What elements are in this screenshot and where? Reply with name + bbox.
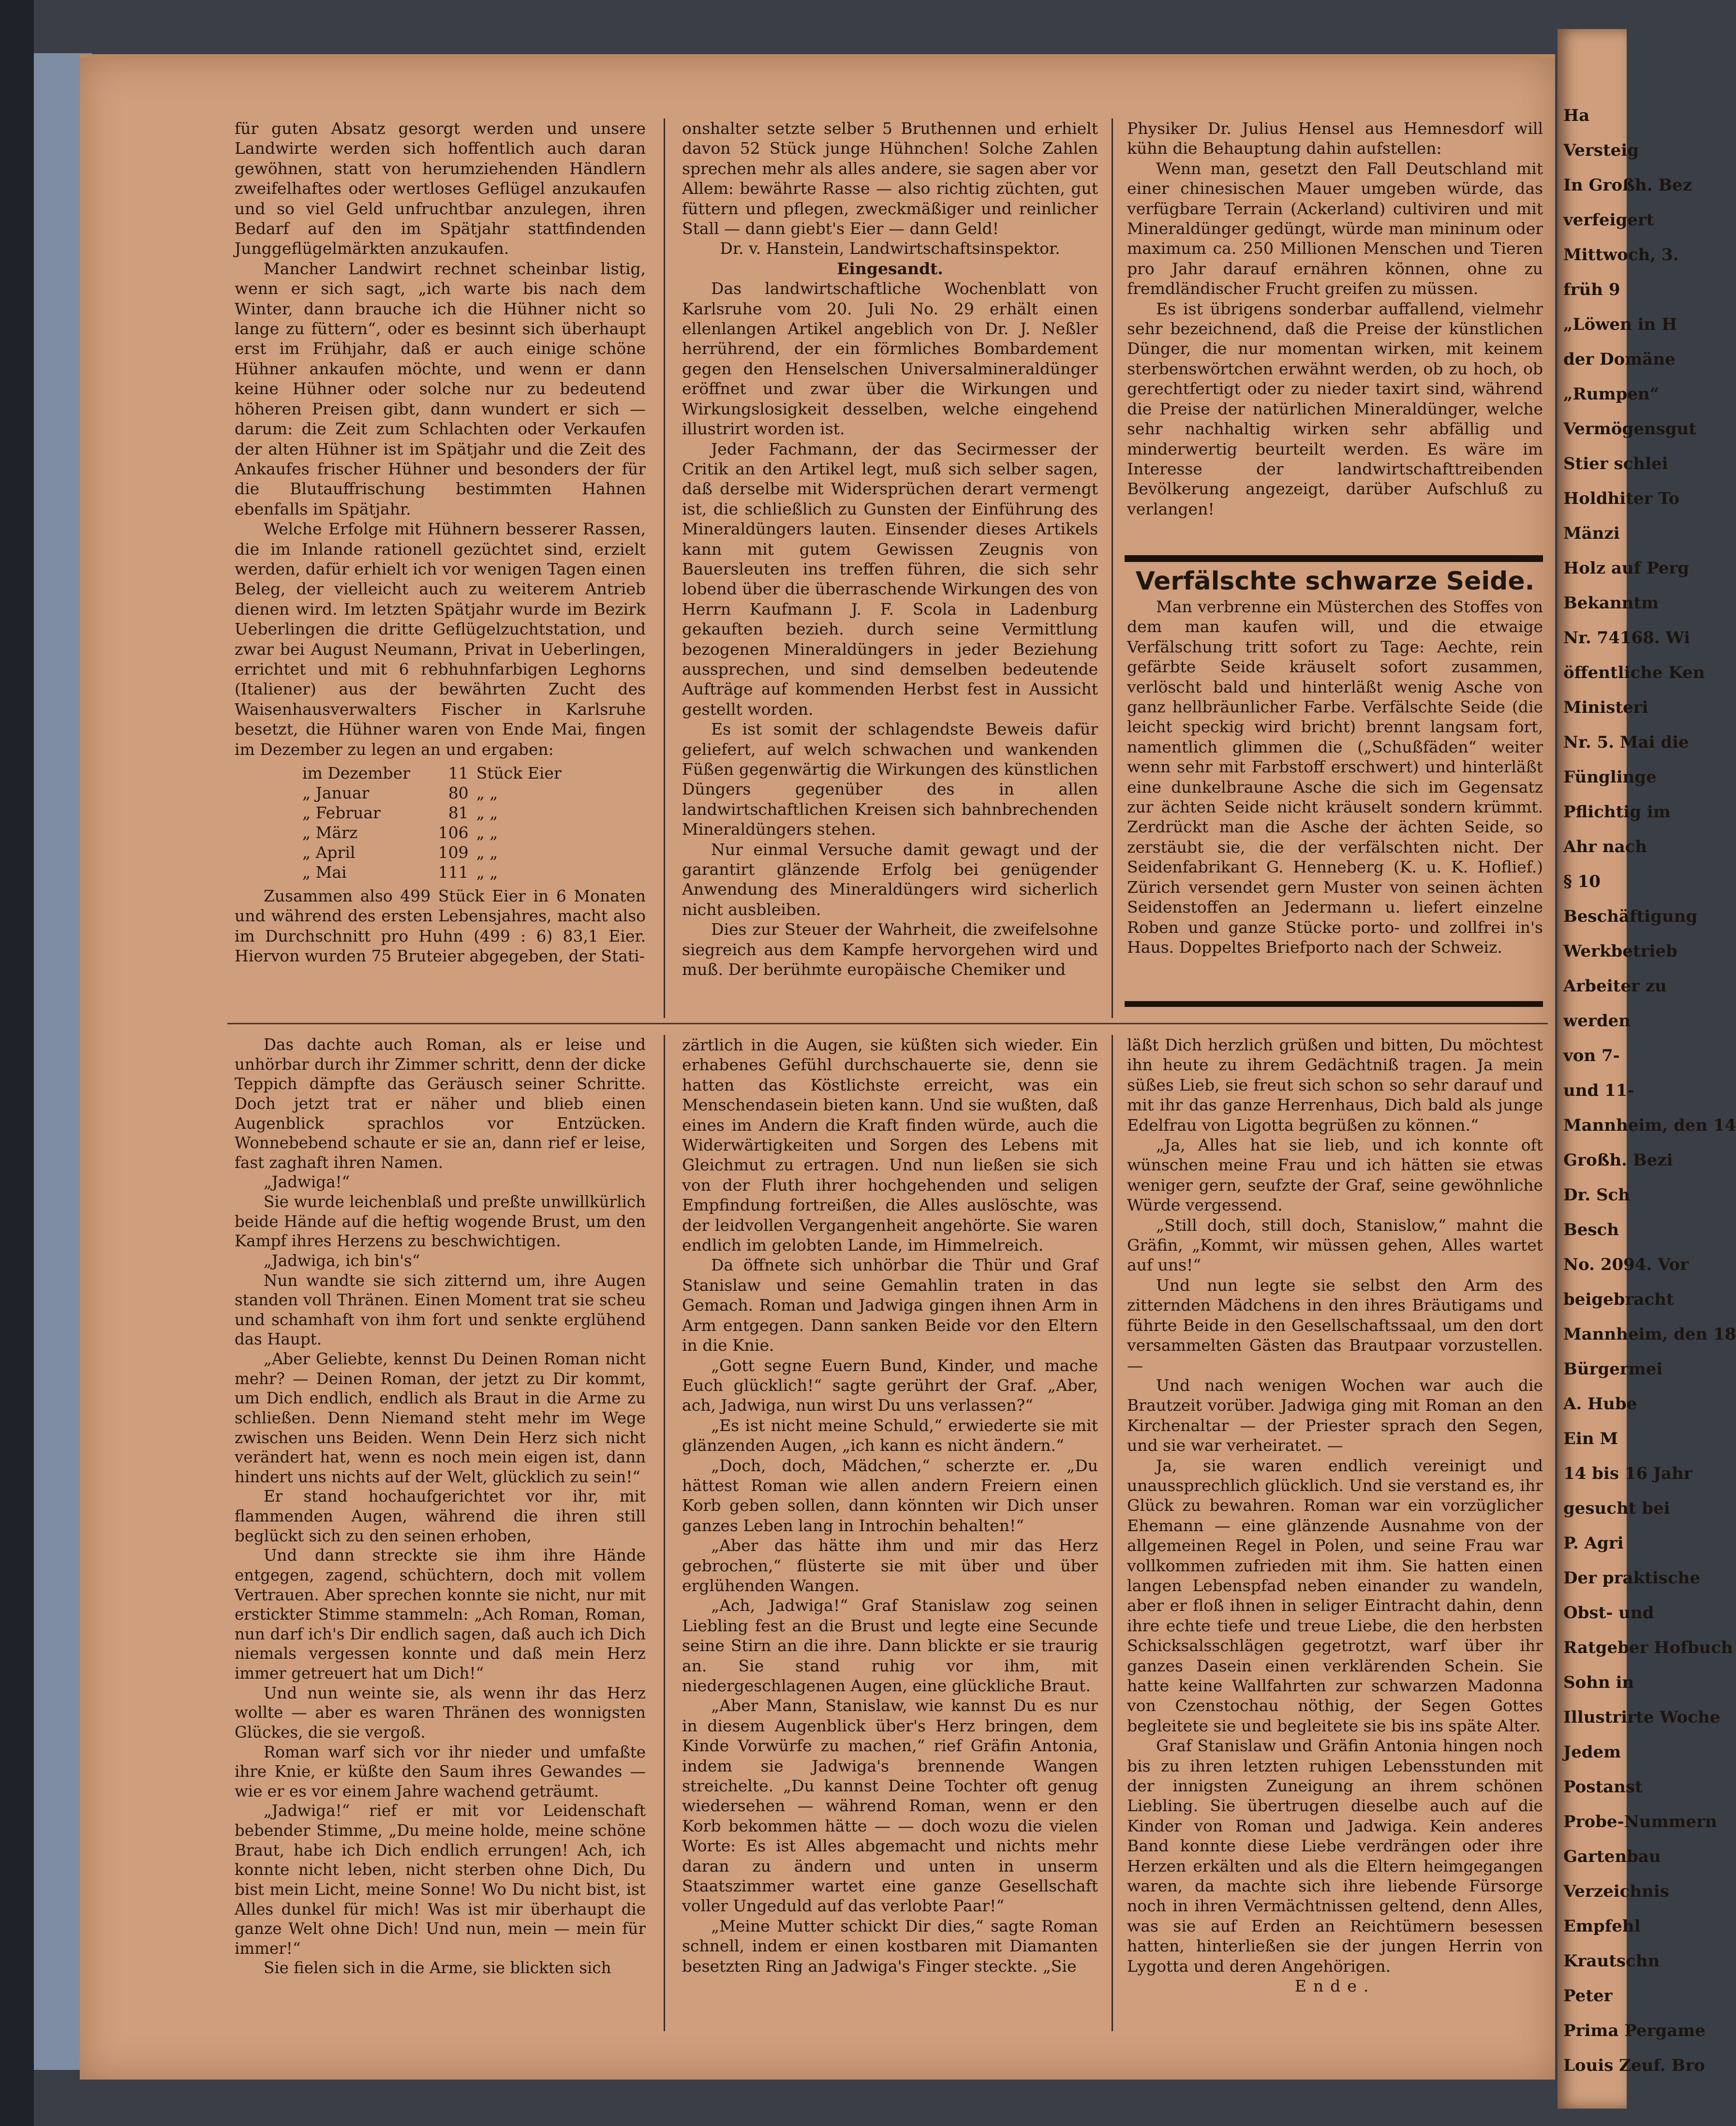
adjacent-text-fragment: Ministeri [1563,698,1648,717]
paragraph: „Jadwiga, ich bin's“ [264,1251,420,1270]
adjacent-text-fragment: früh 9 [1563,280,1620,299]
adjacent-text-fragment: Sohn in [1563,1673,1634,1692]
paragraph: Er stand hochaufgerichtet vor ihr, mit flammenden Augen, während die ihren still beglückt sich zu den seinen erhoben, [235,1487,646,1545]
upper-column-2 [682,118,1098,979]
adjacent-text-fragment: Nr. 5. Mai die [1563,733,1689,752]
paragraph: „Es ist nicht meine Schuld,“ erwiederte sie mit glänzenden Augen, „ich kann es nicht ändern.“ [682,1416,1098,1455]
book-binding [0,0,34,2126]
upper-column-3 [1127,118,1543,519]
egg-month: „ Februar [302,803,381,822]
egg-month: „ April [302,843,356,862]
adjacent-text-fragment: P. Agri [1563,1534,1624,1553]
paragraph: Es ist übrigens sonderbar auffallend, vielmehr sehr bezeichnend, daß die Preise der künstlichen Dünger, die nur momentan wirken, mit keinem sterbenswörtchen erwähnt werden, ob zu hoch, ob gerechtfertigt oder zu nieder taxirt sind, während die Preise der natürlichen Mineraldünger, welche sehr nachhaltig wirken sehr abfällig und minderwertig beurteilt werden. Es wäre im Interesse der landwirtschafttreibenden Bevölkerung angezeigt, darüber Aufschluß zu verlangen! [1127,299,1543,518]
adjacent-text-fragment: gesucht bei [1563,1499,1670,1518]
egg-count: 80 [448,783,469,802]
adjacent-text-fragment: Fünglinge [1563,768,1657,787]
paragraph: Nun wandte sie sich zitternd um, ihre Augen standen voll Thränen. Einen Moment trat sie scheu und schamhaft von ihm fort und senkte erglühend das Haupt. [235,1271,646,1349]
egg-count: 106 [438,823,469,842]
adjacent-text-fragment: A. Hube [1563,1394,1637,1414]
egg-month: „ Januar [302,783,370,802]
egg-month: „ Mai [302,863,347,882]
paragraph: „Jadwiga!“ rief er mit vor Leidenschaft bebender Stimme, „Du meine holde, meine schöne Braut, habe ich Dich endlich errungen! Ach, ich konnte nicht leben, nicht sterben ohne Dich, Du bist mein Licht, meine Sonne! Wo Du nicht bist, ist Alles dunkel für mich! Was ist mir überhaupt die ganze Welt ohne Dich! Und nun, mein — mein für immer!“ [235,1801,646,1958]
egg-unit: Stück Eier [476,764,562,782]
adjacent-text-fragment: Dr. Sch [1563,1185,1630,1205]
paragraph: Das dachte auch Roman, als er leise und unhörbar durch ihr Zimmer schritt, denn der dicke Teppich dämpfte das Geräusch seiner Schritte. Doch jetzt trat er näher und blieb einen Augenblick sprachlos vor Entzücken. Wonnebebend schaute er sie an, dann rief er leise, fast zaghaft ihren Namen. [235,1035,646,1172]
adjacent-text-fragment: § 10 [1563,872,1601,891]
section-heading: Eingesandt. [837,259,943,278]
signature: Dr. v. Hanstein, Landwirtschaftsinspektor. [720,239,1060,258]
egg-row [302,823,573,842]
adjacent-text-fragment: 14 bis 16 Jahr [1563,1464,1692,1483]
paragraph: Ja, sie waren endlich vereinigt und unaussprechlich glücklich. Und sie verstand es, ihr Glück zu bewahren. Roman war ein vorzüglicher Ehemann — eine glänzende Ausnahme von der allgemeinen Regel in Polen, und seine Frau war vollkommen zufrieden mit ihm. Sie hatten einen langen Lebenspfad neben einander zu wandeln, aber er floß ihnen in seliger Eintracht dahin, denn ihre echte tiefe und treue Liebe, die den herbsten Schicksalsschlägen gegetrotzt, warf über ihr ganzes Dasein einen verklärenden Schein. Sie hatte keine Wallfahrten zur schwarzen Madonna von Czenstochau nöthig, der Segen Gottes begleitete sie und begleitete sie bis ins späte Alter. [1127,1456,1543,1735]
adjacent-text-fragment: Besch [1563,1220,1619,1240]
egg-unit: „ „ [476,843,498,862]
egg-month: „ März [302,823,358,842]
adjacent-text-fragment: von 7- [1563,1046,1620,1065]
adjacent-text-fragment: Ahr nach [1563,837,1647,856]
egg-row [302,862,573,882]
paragraph: Jeder Fachmann, der das Secirmesser der Critik an den Artikel legt, muß sich selber sagen, daß derselbe mit Widersprüchen derart vermengt ist, die schließlich zu Gunsten der Einführung des Mineraldüngers lauten. Einsender dieses Artikels kann mit gutem Gewissen Zeugnis von Bauersleuten ins treffen führen, die sich sehr lobend über die überraschende Wirkungen des von Herrn Kaufmann J. F. Scola in Ladenburg gekauften bezieh. durch seine Vermittlung bezogenen Mineraldüngers in jeder Beziehung aussprechen, und sind demselben bedeutende Aufträge auf kommenden Herbst fest in Aussicht gestellt worden. [682,439,1098,719]
adjacent-text-fragment: „Löwen in H [1563,315,1677,334]
paragraph: „Aber Mann, Stanislaw, wie kannst Du es nur in diesem Augenblick über's Herz bringen, dem Kinde Vorwürfe zu machen,“ rief Gräfin Antonia, indem sie Jadwiga's brennende Wangen streichelte. „Du kannst Deine Tochter oft genug wiedersehen — während Roman, wenn er den Korb bekommen hätte — — doch wozu die vielen Worte: Es ist Alles abgemacht und nichts mehr daran zu ändern und unten in unserm Staatszimmer wartet eine ganze Gesellschaft voller Ungeduld auf das verlobte Paar!“ [682,1696,1098,1916]
adjacent-text-fragment: Mänzi [1563,524,1620,543]
paragraph: Dies zur Steuer der Wahrheit, die zweifelsohne siegreich aus dem Kampfe hervorgehen wird und muß. Der berühmte europäische Chemiker und [682,920,1098,979]
paragraph: Mancher Landwirt rechnet scheinbar listig, wenn er sich sagt, „ich warte bis nach dem Winter, dann brauche ich die Hühner nicht so lange zu füttern“, oder es besinnt sich überhaupt erst im Frühjahr, daß er auch einige schöne Hühner ankaufen möchte, und wenn er dann keine Hühner oder solche nur zu bedeutend höheren Preisen gibt, dann wundert er sich — darum: die Zeit zum Schlachten oder Verkaufen der alten Hühner ist im Spätjahr und die Zeit des Ankaufes frischer Hühner und besonders der für die Blutauffrischung bestimmten Hahnen ebenfalls im Spätjahr. [235,259,646,518]
adjacent-text-fragment: Probe-Nummern [1563,1812,1717,1831]
ende-marker: Ende. [1294,1977,1376,1996]
adjacent-text-fragment: Bekanntm [1563,593,1659,613]
adjacent-text-fragment: Mannheim, den 18 [1563,1325,1736,1344]
lower-column-2 [682,1035,1098,1976]
paragraph: „Ja, Alles hat sie lieb, und ich konnte oft wünschen meine Frau und ich hätten sie etwas weniger gern, seufzte der Graf, seine gewöhnliche Würde vergessend. [1127,1136,1543,1215]
adjacent-text-fragment: Peter [1563,1986,1613,2006]
paragraph: Sie fielen sich in die Arme, sie blickten sich [264,1959,611,1978]
column-divider [664,118,665,1018]
adjacent-text-fragment: Verzeichnis [1563,1882,1669,1901]
adjacent-text-fragment: Bürgermei [1563,1359,1663,1379]
egg-unit: „ „ [476,803,498,822]
paragraph: „Meine Mutter schickt Dir dies,“ sagte Roman schnell, indem er einen kostbaren mit Diamanten besetzten Ring an Jadwiga's Finger steckte. „Sie [682,1916,1098,1976]
adjacent-text-fragment: Prima Pergame [1563,2021,1706,2040]
ad-rule-bottom [1125,1001,1543,1007]
ad-title: Verfälschte schwarze Seide. [1135,567,1535,596]
ad-rule-top [1125,555,1543,562]
paragraph: „Aber das hätte ihm und mir das Herz gebrochen,“ flüsterte sie mit über und über erglühenden Wangen. [682,1536,1098,1595]
paragraph: Physiker Dr. Julius Hensel aus Hemnesdorf will kühn die Behauptung dahin aufstellen: [1127,119,1543,158]
adjacent-text-fragment: Pflichtig im [1563,802,1671,822]
section-divider [227,1023,1548,1024]
adjacent-text-fragment: Krautschn [1563,1951,1660,1971]
adjacent-text-fragment: Louis Zeuf. Bro [1563,2056,1705,2075]
adjacent-text-fragment: Nr. 74168. Wi [1563,628,1691,648]
adjacent-text-fragment: Werkbetrieb [1563,942,1677,961]
upper-column-1 [235,118,646,966]
paragraph: Welche Erfolge mit Hühnern besserer Rassen, die im Inlande rationell gezüchtet sind, erzielt werden, dafür erhielt ich vor wenigen Tagen einen Beleg, der vielleicht auch zu weiterem Antrieb dienen wird. Im letzten Spätjahr wurde im Bezirk Ueberlingen die dritte Geflügelzuchtstation, und zwar bei August Neumann, Privat in Ueberlingen, errichtet und mit 6 rebhuhnfarbigen Leghorns (Italiener) aus der bewährten Zucht des Waisenhausverwalters Fischer in Karlsruhe besetzt, die Hühner waren von Ende Mai, fingen im Dezember zu legen an und ergaben: [235,519,646,759]
egg-unit: „ „ [476,823,498,842]
paragraph: Roman warf sich vor ihr nieder und umfaßte ihre Knie, er küßte den Saum ihres Gewandes — wie er es vor einem Jahre wachend geträumt. [235,1742,646,1801]
egg-count: 11 [448,764,469,782]
egg-unit: „ „ [476,783,498,802]
paragraph: „Still doch, still doch, Stanislow,“ mahnt die Gräfin, „Kommt, wir müssen gehen, Alles wartet auf uns!“ [1127,1215,1543,1275]
egg-row [302,842,573,862]
paragraph: Und nun legte sie selbst den Arm des zitternden Mädchens in den ihres Bräutigams und führte Beide in den Gesellschaftssaal, um den dort versammelten Gästen das Brautpaar vorzustellen. — [1127,1275,1543,1375]
egg-row [302,763,573,783]
column-divider [664,1035,665,2031]
adjacent-text-fragment: Illustrirte Woche [1563,1708,1721,1727]
adjacent-text-fragment: Jedem [1563,1742,1621,1762]
adjacent-text-fragment: Vermögensgut [1563,419,1696,439]
paragraph: Es ist somit der schlagendste Beweis dafür geliefert, auf welch schwachen und wankenden Füßen gegenwärtig die Wirkungen des künstlichen Düngers gegenüber des in allen landwirtschaftlichen Kreisen sich bahnbrechenden Mineraldüngers stehen. [682,720,1098,839]
adjacent-text-fragment: Ha [1563,106,1590,125]
adjacent-text-fragment: Ratgeber Hofbuch [1563,1638,1733,1657]
paragraph: läßt Dich herzlich grüßen und bitten, Du möchtest ihn heute zu ihrem Gedächtniß tragen. Ja mein süßes Lieb, sie freut sich schon so sehr darauf und mit ihr das ganze Herrenhaus, Dich bald als junge Edelfrau von Ligotta begrüßen zu können.“ [1127,1035,1543,1135]
paragraph: Da öffnete sich unhörbar die Thür und Graf Stanislaw und seine Gemahlin traten in das Gemach. Roman und Jadwiga gingen ihnen Arm in Arm entgegen. Dann sanken Beide vor den Eltern in die Knie. [682,1255,1098,1355]
adjacent-text-fragment: werden [1563,1011,1631,1031]
paragraph: Und dann streckte sie ihm ihre Hände entgegen, zagend, schüchtern, doch mit vollem Vertrauen. Aber sprechen konnte sie nicht, nur mit erstickter Stimme stammeln: „Ach Roman, Roman, nun darf ich's Dir endlich sagen, daß auch ich Dich niemals vergessen konnte und daß mein Herz immer getreuert hat um Dich!“ [235,1546,646,1683]
paragraph: Wenn man, gesetzt den Fall Deutschland mit einer chinesischen Mauer umgeben würde, das verfügbare Terrain (Ackerland) cultiviren und mit Mineraldünger gedüngt, würde man mininum oder maximum ca. 250 Millionen Menschen und Tieren pro Jahr darauf ernähren können, ohne zu fremdländischer Frucht greifen zu müssen. [1127,159,1543,298]
adjacent-text-fragment: Ein M [1563,1429,1618,1448]
adjacent-text-fragment: der Domäne [1563,350,1676,369]
adjacent-text-fragment: Obst- und [1563,1603,1654,1623]
adjacent-text-fragment: Arbeiter zu [1563,976,1667,996]
column-divider [1112,1035,1113,2031]
paragraph: „Doch, doch, Mädchen,“ scherzte er. „Du hättest Roman wie allen andern Freiern einen Korb geben sollen, dann könnten wir Dich unser ganzes Leben lang in Introchin behalten!“ [682,1456,1098,1535]
adjacent-text-fragment: Mannheim, den 14 [1563,1116,1736,1135]
paragraph: Und nach wenigen Wochen war auch die Brautzeit vorüber. Jadwiga ging mit Roman an den Kirchenaltar — der Priester sprach den Segen, und sie war verheiratet. — [1127,1375,1543,1455]
adjacent-text-fragment: Versteig [1563,141,1639,160]
paragraph: für guten Absatz gesorgt werden und unsere Landwirte werden sich hoffentlich auch daran gewöhnen, statt von herumziehenden Händlern zweifelhaftes oder wertloses Geflügel anzukaufen und so viel Geld unfruchtbar anzulegen, ihren Bedarf auf den im Spätjahr stattfindenden Junggeflügelmärkten anzukaufen. [235,119,646,258]
adjacent-text-fragment: Mittwoch, 3. [1563,245,1679,265]
egg-month: im Dezember [302,764,410,782]
adjacent-text-fragment: „Rumpen“ [1563,384,1660,404]
paragraph: Nur einmal Versuche damit gewagt und der garantirt glänzende Erfolg bei genügender Anwendung des Mineraldüngers wird sicherlich nicht ausbleiben. [682,840,1098,919]
adjacent-text-fragment: Holz auf Perg [1563,559,1690,578]
adjacent-text-fragment: Postanst [1563,1777,1643,1797]
adjacent-text-fragment: Empfehl [1563,1917,1641,1936]
adjacent-page-fragment [1558,29,1736,2109]
egg-table [302,763,573,882]
paragraph: Und nun weinte sie, als wenn ihr das Herz wollte — aber es waren Thränen des wonnigsten Glückes, die sie vergoß. [235,1683,646,1742]
paragraph: „Gott segne Euern Bund, Kinder, und mache Euch glücklich!“ sagte gerührt der Graf. „Aber, ach, Jadwiga, nun wirst Du uns verlassen?“ [682,1356,1098,1415]
egg-count: 109 [438,843,469,862]
adjacent-text-fragment: verfeigert [1563,210,1654,230]
adjacent-text-fragment: Beschäftigung [1563,907,1698,926]
adjacent-text-fragment: Stier schlei [1563,454,1668,473]
paragraph: „Ach, Jadwiga!“ Graf Stanislaw zog seinen Liebling fest an die Brust und legte eine Secunde seine Stirn an die ihre. Dann blickte er sie traurig an. Sie stand ruhig vor ihm, mit niedergeschlagenen Augen, eine glückliche Braut. [682,1596,1098,1695]
adjacent-text-fragment: Gartenbau [1563,1847,1661,1866]
egg-count: 111 [438,863,469,882]
paragraph: Zusammen also 499 Stück Eier in 6 Monaten und während des ersten Lebensjahres, macht also im Durchschnitt pro Huhn (499 : 6) 83,1 Eier. Hiervon wurden 75 Bruteier abgegeben, der Stati- [235,886,646,966]
adjacent-text-fragment: öffentliche Ken [1563,663,1705,682]
paragraph: Das landwirtschaftliche Wochenblatt von Karlsruhe vom 20. Juli No. 29 erhält einen ellenlangen Artikel angeblich von Dr. J. Neßler herrührend, der ein förmliches Bombardement gegen den Henselschen Universalmineraldünger eröffnet und zwar über die Wirkungen und Wirkungslosigkeit desselben, welche eingehend illustrirt worden ist. [682,279,1098,439]
adjacent-text-fragment: beigebracht [1563,1290,1674,1309]
egg-count: 81 [448,803,469,822]
paragraph: „Jadwiga!“ [264,1173,350,1192]
lower-column-1 [235,1035,646,1978]
egg-row [302,803,573,823]
egg-unit: „ „ [476,863,498,882]
column-divider [1112,118,1113,1018]
lower-column-3 [1127,1035,1543,1996]
paragraph: onshalter setzte selber 5 Bruthennen und erhielt davon 52 Stück junge Hühnchen! Solche Zahlen sprechen mehr als alles andere, sie sagen aber vor Allem: bewährte Rasse — also richtig züchten, gut füttern und pflegen, zweckmäßiger und reinlicher Stall — dann giebt's Eier — dann Geld! [682,119,1098,238]
adjacent-text-fragment: No. 2094. Vor [1563,1255,1689,1274]
paragraph: „Aber Geliebte, kennst Du Deinen Roman nicht mehr? — Deinen Roman, der jetzt zu Dir kommt, um Dich endlich, endlich als Braut in die Arme zu schließen. Denn Niemand steht mehr im Wege zwischen uns Beiden. Wenn Dein Herz sich nicht verändert hat, wenn es noch mein eigen ist, dann hindert uns nichts auf der Welt, glücklich zu sein!“ [235,1350,646,1486]
egg-row [302,783,573,803]
adjacent-text-fragment: Der praktische [1563,1568,1700,1588]
silk-advertisement [1127,566,1543,957]
paragraph: zärtlich in die Augen, sie küßten sich wieder. Ein erhabenes Gefühl durchschauerte sie, denn sie hatten das Köstlichste erreicht, was ein Menschendasein bieten kann. Und sie wußten, daß eines im Andern die Kraft finden würde, auch die Widerwärtigkeiten und Sorgen des Lebens mit Gleichmut zu ertragen. Und nun ließen sie sich von der Fluth ihrer hochgehenden und seligen Empfindung fortreißen, die Alles auslöschte, was der leidvollen Vergangenheit angehörte. Sie waren endlich im gelobten Lande, im Himmelreich. [682,1035,1098,1255]
paragraph: Graf Stanislaw und Gräfin Antonia hingen noch bis zu ihren letzten ruhigen Lebensstunden mit der innigsten Zuneigung an ihrem schönen Liebling. Sie übertrugen dieselbe auch auf die Kinder von Roman und Jadwiga. Kein anderes Band konnte diese Liebe verdrängen oder ihre Herzen erkälten und als die Eltern heimgegangen waren, da machte sich ihre liebende Fürsorge noch in ihren Vermächtnissen geltend, denn Alles, was sie auf Erden an Reichtümern besessen hatten, hinterließen sie der jungen Herrin von Lygotta und deren Angehörigen. [1127,1736,1543,1976]
adjacent-text-fragment: und 11- [1563,1081,1634,1100]
paragraph: Sie wurde leichenblaß und preßte unwillkürlich beide Hände auf die heftig wogende Brust, um den Kampf ihres Herzens zu beschwichtigen. [235,1193,646,1251]
adjacent-text-fragment: Holdhiter To [1563,489,1680,508]
adjacent-text-fragment: Großh. Bezi [1563,1151,1673,1170]
adjacent-text-fragment: In Großh. Bez [1563,176,1692,195]
ad-body: Man verbrenne ein Müsterchen des Stoffes von dem man kaufen will, und die etwaige Verfälschung tritt sofort zu Tage: Aechte, rein gefärbte Seide kräuselt sofort zusammen, verlöscht bald und hinterläßt wenig Asche von ganz hellbräunlicher Farbe. Verfälschte Seide (die leicht speckig wird bricht) brennt langsam fort, namentlich glimmen die („Schußfäden“ weiter wenn sehr mit Farbstoff erschwert) und hinterläßt eine dunkelbraune Asche die sich im Gegensatz zur ächten Seide nicht kräuselt sondern krümmt. Zerdrückt man die Asche der ächten Seide, so zerstäubt sie, die der verfälschten nicht. Der Seidenfabrikant G. Henneberg (K. u. K. Hoflief.) Zürich versendet gern Muster von seinen ächten Seidenstoffen an Jedermann u. liefert einzelne Roben und ganze Stücke porto- und zollfrei in's Haus. Doppeltes Briefporto nach der Schweiz. [1127,597,1543,957]
